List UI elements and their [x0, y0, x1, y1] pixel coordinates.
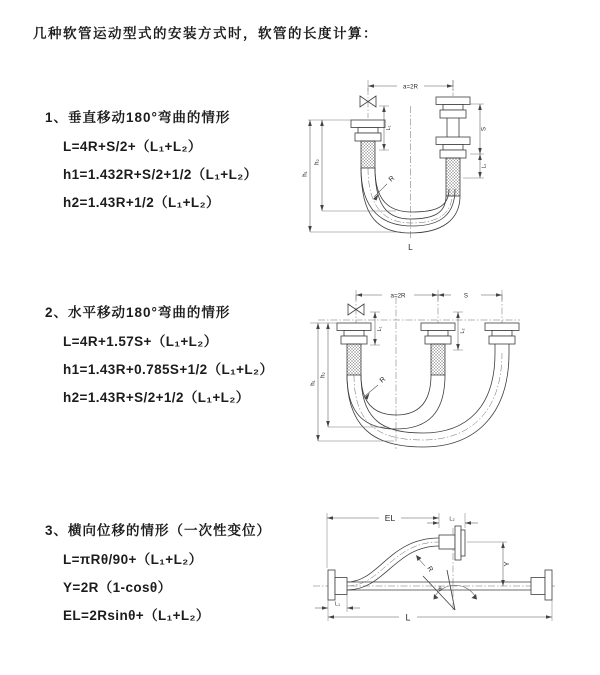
d3-dim-y-label: Y — [502, 561, 511, 567]
d3-dim-el-label: EL — [384, 513, 396, 523]
d2-dim-l2-label: L₂ — [460, 328, 466, 334]
d1-dim-h2-label: h₂ — [314, 159, 321, 165]
d3-angle-theta-label: θ — [438, 587, 442, 593]
section-2-formula-h2: h2=1.43R+S/2+1/2（L₁+L₂） — [63, 390, 250, 405]
section-2-formula-h1: h1=1.43R+0.785S+1/2（L₁+L₂） — [63, 362, 274, 377]
section-3-formula-EL: EL=2Rsinθ+（L₁+L₂） — [63, 608, 210, 623]
page-title: 几种软管运动型式的安装方式时，软管的长度计算： — [33, 26, 378, 41]
section-1-formula-h1: h1=1.432R+S/2+1/2（L₁+L₂） — [63, 167, 258, 182]
d2-dim-h1-label: h₁ — [310, 380, 317, 386]
valve-icon — [356, 304, 364, 315]
d1-dim-l1-label: L₁ — [386, 125, 392, 131]
hose-curve — [361, 353, 495, 433]
d3-dim-l2-label: L₂ — [449, 516, 455, 523]
d3-length-label: L — [405, 612, 411, 623]
d1-dim-h1-label: h₁ — [302, 171, 309, 177]
diagram-lateral-displacement — [303, 498, 563, 650]
braided-hose-section — [361, 141, 375, 168]
d2-dim-l1-label: L₁ — [377, 326, 383, 332]
d2-dim-h2-label: h₂ — [320, 372, 327, 378]
section-3-heading: 3、横向位移的情形（一次性变位） — [45, 523, 272, 538]
valve-icon — [360, 96, 368, 107]
hose-curve — [375, 168, 449, 212]
d1-dim-s-label: S — [480, 126, 488, 132]
section-3-formula-L: L=πRθ/90+（L₁+L₂） — [63, 552, 203, 567]
section-2-heading: 2、水平移动180°弯曲的情形 — [45, 305, 231, 320]
d1-radius-label: R — [387, 174, 397, 184]
section-1-formula-h2: h2=1.43R+1/2（L₁+L₂） — [63, 195, 220, 210]
braided-hose-section — [431, 344, 445, 375]
d3-dim-l1-label: L₁ — [335, 601, 340, 608]
braided-hose-section — [446, 158, 460, 196]
d3-radius-label: R — [425, 565, 434, 574]
d1-dim-a2r-label: a=2R — [403, 83, 418, 91]
diagram-vertical-movement — [303, 72, 518, 257]
section-2-formula-L: L=4R+1.57S+（L₁+L₂） — [63, 334, 218, 349]
section-1-heading: 1、垂直移动180°弯曲的情形 — [45, 110, 231, 125]
diagram-horizontal-movement — [298, 283, 538, 458]
d2-dim-s-label: S — [463, 292, 469, 300]
d2-dim-a2r-label: a=2R — [390, 292, 406, 300]
d1-dim-l2-label: L₂ — [481, 163, 488, 169]
d2-radius-label: R — [378, 375, 388, 385]
braided-hose-section — [347, 344, 361, 375]
d1-length-label: L — [408, 242, 413, 252]
valve-icon — [348, 304, 356, 315]
section-1-formula-L: L=4R+S/2+（L₁+L₂） — [63, 139, 202, 154]
valve-icon — [368, 96, 376, 107]
section-3-formula-Y: Y=2R（1-cosθ） — [63, 580, 172, 595]
